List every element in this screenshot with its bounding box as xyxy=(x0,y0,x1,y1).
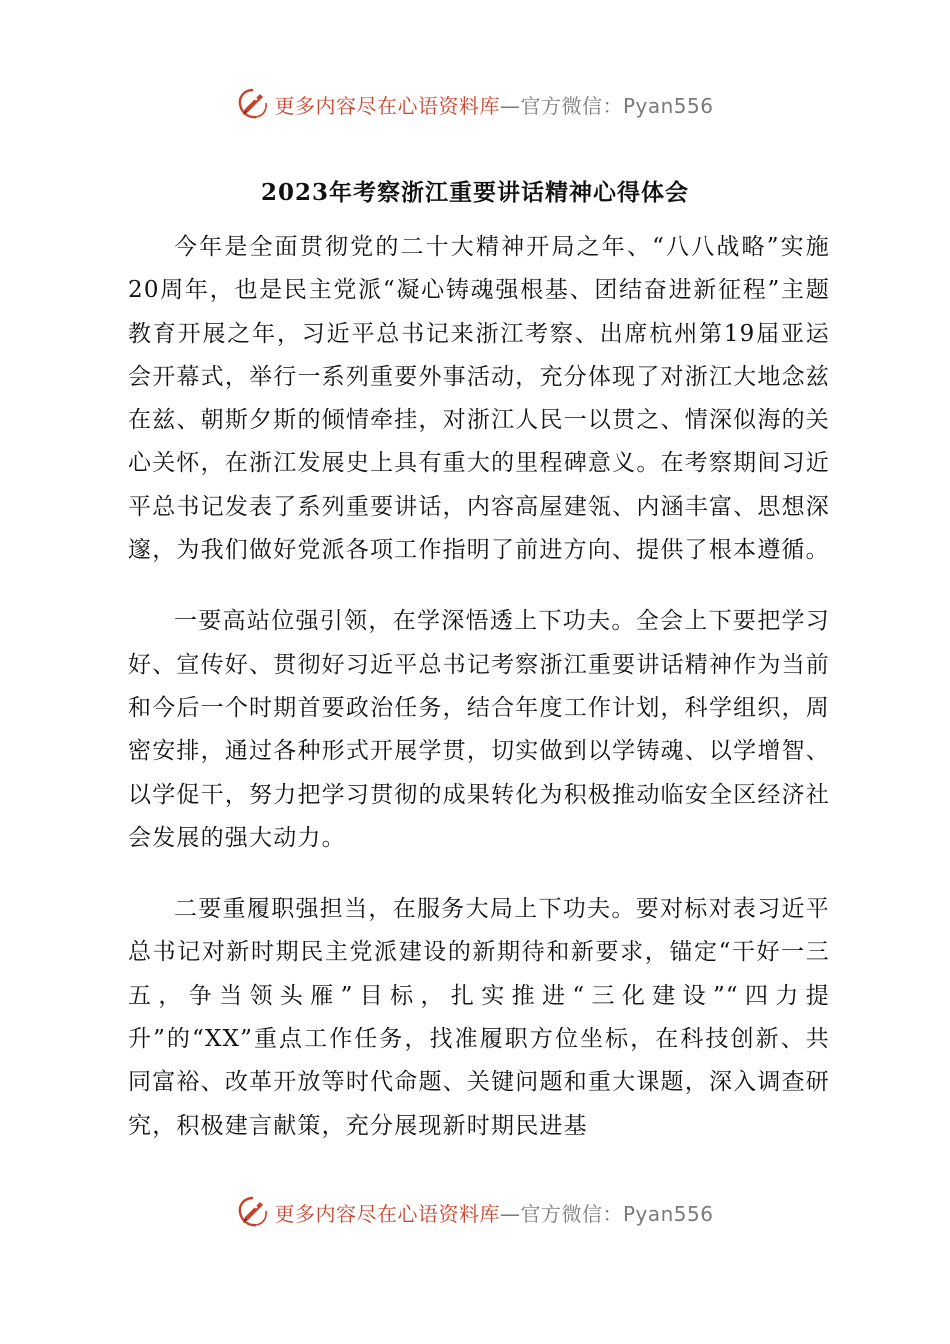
watermark-text xyxy=(274,90,713,119)
document-title: 2023年考察浙江重要讲话精神心得体会 xyxy=(260,179,689,206)
watermark-red-text: 更多内容尽在心语资料库 xyxy=(274,93,500,118)
watermark-red-text: 更多内容尽在心语资料库 xyxy=(274,1201,500,1226)
document-body xyxy=(128,226,830,1176)
watermark-banner-bottom xyxy=(0,1192,950,1232)
pen-nib-swirl-icon xyxy=(236,1195,270,1229)
watermark-banner-top xyxy=(0,84,950,124)
watermark-gray-text: —官方微信：Pyan556 xyxy=(499,1201,714,1226)
paragraph-point-one: 一要高站位强引领，在学深悟透上下功夫。全会上下要把学习好、宣传好、贯彻好习近平总书记考察浙江重要讲话精神作为当前和今后一个时期首要政治任务，结合年度工作计划，科学组织，周密安排，通过各种形式开展学贯，切实做到以学铸魂、以学增智、以学促干，努力把学习贯彻的成果转化为积极推动临安全区经济社会发展的强大动力。 xyxy=(128,608,830,851)
watermark-gray-text: —官方微信：Pyan556 xyxy=(499,93,714,118)
watermark-text xyxy=(274,1198,713,1227)
paragraph-point-two: 二要重履职强担当，在服务大局上下功夫。要对标对表习近平总书记对新时期民主党派建设的新期待和新要求，锚定“干好一三五，争当领头雁”目标，扎实推进“三化建设”“四力提升”的“XX”重点工作任务，找准履职方位坐标，在科技创新、共同富裕、改革开放等时代命题、关键问题和重大课题，深入调查研究，积极建言献策，充分展现新时期民进基 xyxy=(128,896,830,1139)
pen-nib-swirl-icon xyxy=(236,87,270,121)
paragraph-intro: 今年是全面贯彻党的二十大精神开局之年、“八八战略”实施20周年，也是民主党派“凝心铸魂强根基、团结奋进新征程”主题教育开展之年，习近平总书记来浙江考察、出席杭州第19届亚运会开幕式，举行一系列重要外事活动，充分体现了对浙江大地念兹在兹、朝斯夕斯的倾情牵挂，对浙江人民一以贯之、情深似海的关心关怀，在浙江发展史上具有重大的里程碑意义。在考察期间习近平总书记发表了系列重要讲话，内容高屋建瓴、内涵丰富、思想深邃，为我们做好党派各项工作指明了前进方向、提供了根本遵循。 xyxy=(128,234,830,564)
